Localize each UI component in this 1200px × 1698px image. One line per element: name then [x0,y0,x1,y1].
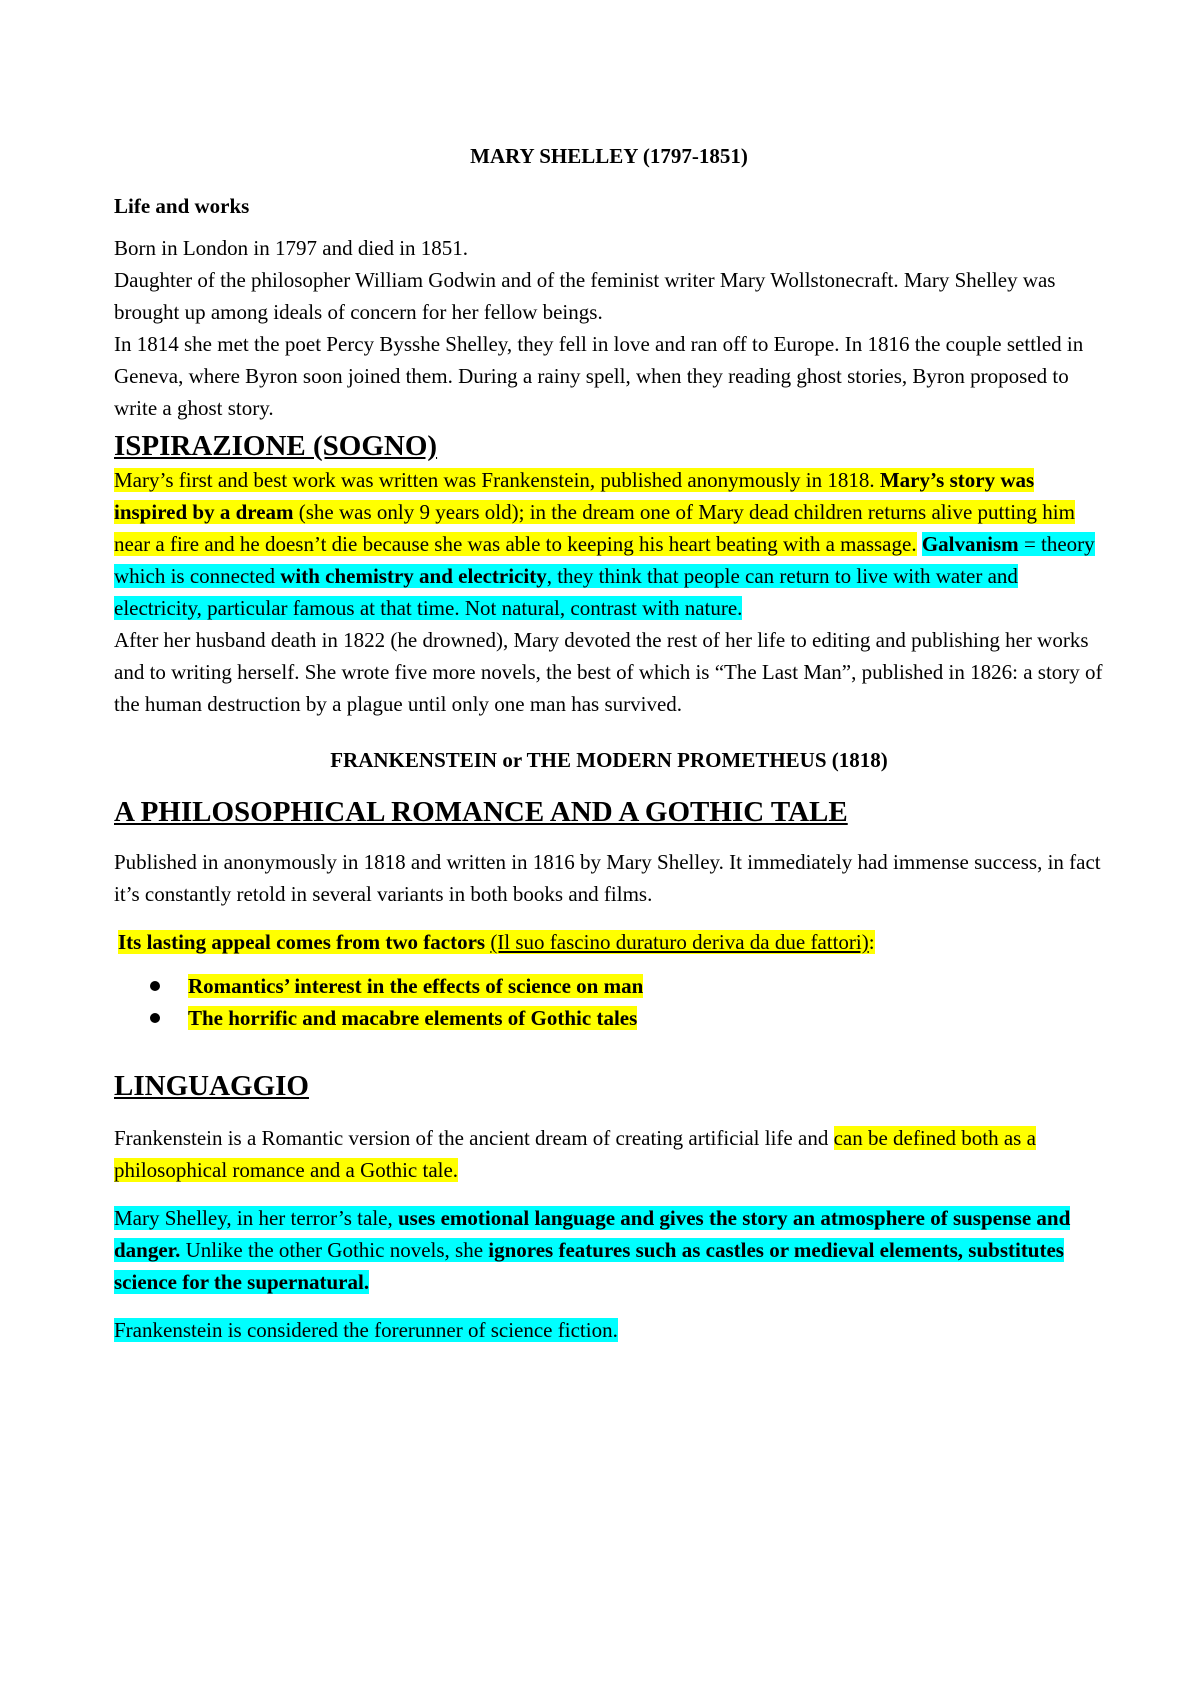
galvanism-term: Galvanism [921,532,1019,556]
life-line-3: In 1814 she met the poet Percy Bysshe Shelley, they fell in love and ran off to Europe. In 1816 the couple settled in Geneva, where Byron soon joined them. During a rainy spell, when they reading ghost stories, Byron proposed to write a ghost story. [114,332,1084,420]
linguaggio-paragraph-1 [114,1122,1104,1186]
linguaggio-p2-a: Mary Shelley, in her terror’s tale, [114,1206,398,1230]
list-item [114,970,1104,1002]
document-body [114,140,1104,1346]
ispirazione-heading: ISPIRAZIONE (SOGNO) [114,430,438,462]
ispirazione-paragraph [114,464,1104,624]
linguaggio-p2-b: uses emotional language and gives the story an atmosphere of suspense and danger. [114,1206,1071,1262]
appeal-colon: : [868,930,875,954]
life-line-1: Born in London in 1797 and died in 1851. [114,236,469,260]
bullet-icon [150,981,160,991]
appeal-bold: Its lasting appeal comes from two factors [118,930,486,954]
document-title: MARY SHELLEY (1797-1851) [470,144,748,168]
list-item [114,1002,1104,1034]
bullet-text: The horrific and macabre elements of Gothic tales [188,1006,638,1030]
ispirazione-yellow-bold: Mary’s story was inspired by a dream [114,468,1035,524]
life-and-works-heading: Life and works [114,194,250,218]
life-line-2: Daughter of the philosopher William Godwin and of the feminist writer Mary Wollstonecraft. Mary Shelley was brought up among ideals of concern for her fellow beings. [114,268,1056,324]
appeal-factors-list [114,970,1104,1034]
linguaggio-p1-highlight: can be defined both as a philosophical romance and a Gothic tale. [114,1126,1036,1182]
bullet-icon [150,1013,160,1023]
linguaggio-p2-c: Unlike the other Gothic novels, she [180,1238,489,1262]
linguaggio-heading: LINGUAGGIO [114,1070,309,1102]
bullet-text: Romantics’ interest in the effects of science on man [188,974,644,998]
galvanism-definition-1: = theory which is connected [114,532,1095,588]
linguaggio-p2-d: ignores features such as castles or medieval elements, substitutes science for the supernatural. [114,1238,1064,1294]
appeal-italian: (Il suo fascino duraturo deriva da due fattori) [490,930,869,954]
linguaggio-p1-plain: Frankenstein is a Romantic version of the ancient dream of creating artificial life and [114,1126,834,1150]
galvanism-definition-2: , they think that people can return to live with water and electricity, particular famous at that time. Not natural, contrast with nature. [114,564,1018,620]
ispirazione-yellow-1: Mary’s first and best work was written was Frankenstein, published anonymously in 1818. [114,468,880,492]
after-husband-paragraph: After her husband death in 1822 (he drowned), Mary devoted the rest of her life to editing and publishing her works and to writing herself. She wrote five more novels, the best of which is “The Last Man”, published in 1826: a story of the human destruction by a plague until only one man has survived. [114,628,1103,716]
linguaggio-paragraph-3 [114,1314,1104,1346]
published-paragraph: Published in anonymously in 1818 and written in 1816 by Mary Shelley. It immediately had immense success, in fact it’s constantly retold in several variants in both books and films. [114,850,1101,906]
galvanism-bold: with chemistry and electricity [280,564,547,588]
appeal-line [114,926,1104,958]
philosophical-romance-heading: A PHILOSOPHICAL ROMANCE AND A GOTHIC TALE [114,796,848,828]
frankenstein-title: FRANKENSTEIN or THE MODERN PROMETHEUS (1818) [330,748,888,772]
ispirazione-yellow-2: (she was only 9 years old); in the dream one of Mary dead children returns alive putting him near a fire and he doesn’t die because she was able to keeping his heart beating with a massage. [114,500,1075,556]
linguaggio-paragraph-2 [114,1202,1104,1298]
linguaggio-p3: Frankenstein is considered the forerunner of science fiction. [114,1318,618,1342]
